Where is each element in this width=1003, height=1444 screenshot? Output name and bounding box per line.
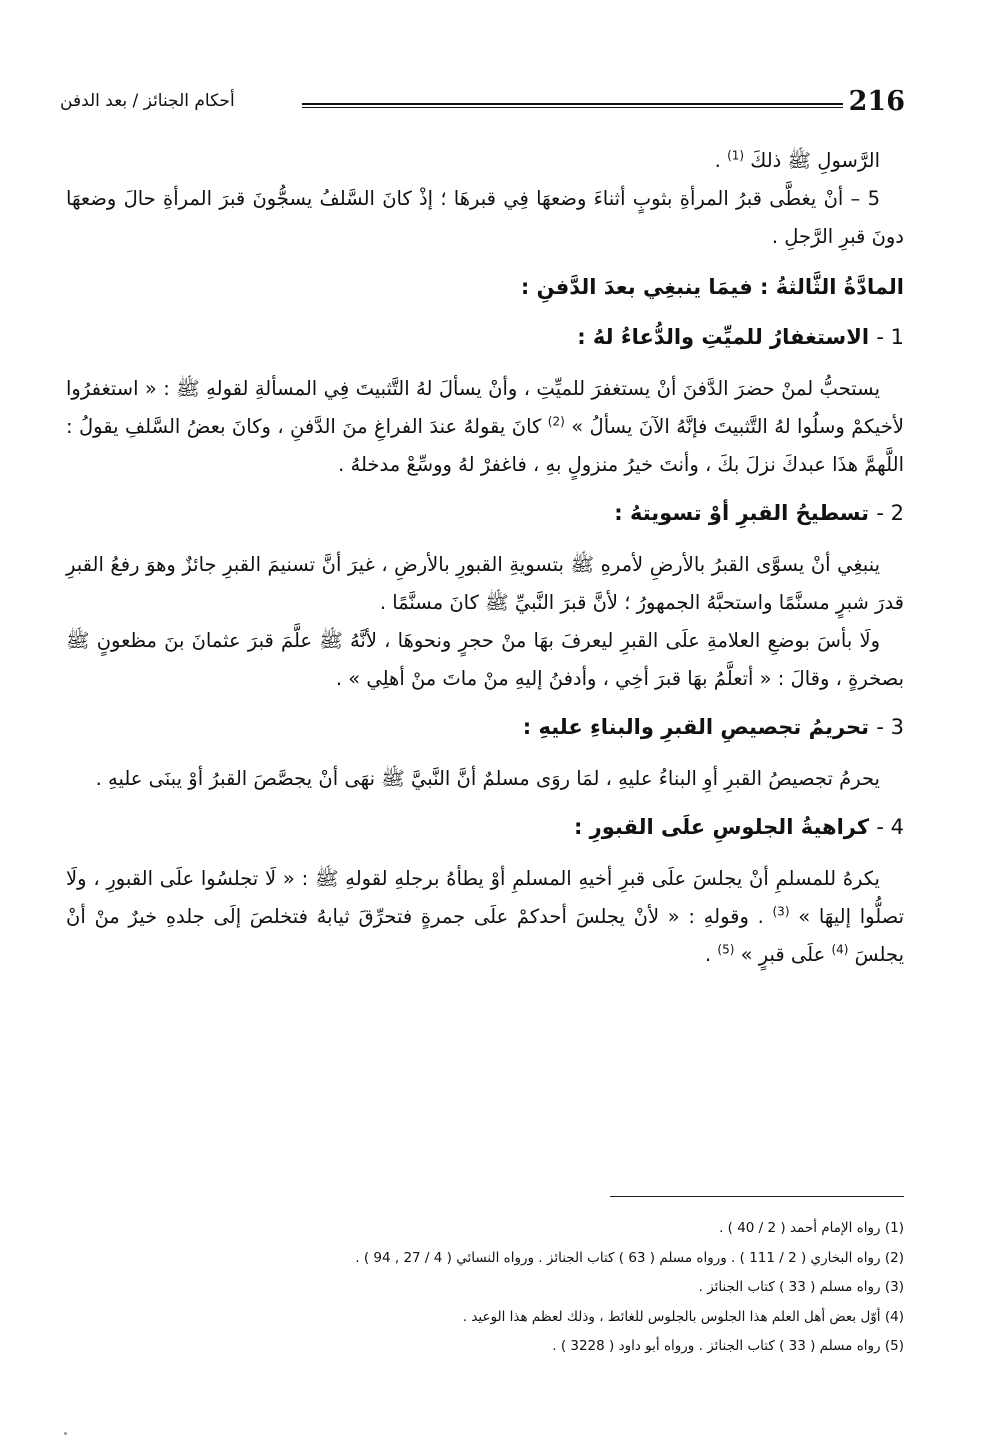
- section-4-heading: [66, 808, 904, 846]
- page-header: [60, 86, 905, 118]
- section-4-paragraph: يكرهُ للمسلمِ أنْ يجلسَ علَى قبرِ أخيهِ المسلمِ أوْ يطأهُ برجلهِ لقولهِ ﷺ : « لَا تجلسُوا علَى القبورِ ، ولَا تصلُّوا إليهَا » $^{(3)}$ . وقولهِ : « لأنْ يجلسَ أحدكمْ علَى جمرةٍ فتحرِّقَ ثيابهُ فتخلصَ إلَى جلدهِ خيرٌ منْ أنْ يجلسَ $^{(4)}$ علَى قبرٍ » $^{(5)}$ .: [66, 867, 904, 966]
- section-3-title: تحريمُ تجصيصِ القبرِ والبناءِ عليهِ :: [522, 715, 870, 739]
- footnote-4: (4) أوّل بعض أهل العلم هذا الجلوس بالجلوس للغائط ، وذلك لعظم هذا الوعيد .: [462, 1308, 904, 1325]
- footnote-ref-5: (5): [717, 942, 735, 957]
- footnote-ref-1: (1): [727, 148, 745, 163]
- footnote-1: (1) رواه الإمام أحمد ( 2 / 40 ) .: [719, 1220, 904, 1236]
- section-1-title: الاستغفارُ للميِّتِ والدُّعاءُ لهُ :: [577, 325, 870, 349]
- footnote-ref-4: (4): [831, 942, 849, 957]
- page-body: [66, 142, 904, 974]
- section-1-number: 1 -: [876, 325, 904, 349]
- section-2-number: 2 -: [876, 501, 904, 525]
- footnotes: [120, 1214, 904, 1362]
- footnote-separator: [610, 1196, 904, 1197]
- section-2-heading: [66, 494, 904, 532]
- footnote-ref-2: (2): [547, 414, 565, 429]
- section-4-number: 4 -: [876, 815, 904, 839]
- header-rule: [302, 103, 843, 108]
- footnote-3: (3) رواه مسلم ( 33 ) كتاب الجنائز .: [698, 1279, 904, 1295]
- section-4-title: كراهيةُ الجلوسِ علَى القبورِ :: [573, 815, 870, 839]
- section-3-number: 3 -: [876, 715, 904, 739]
- section-3-heading: [66, 708, 904, 746]
- footnote-2: (2) رواه البخاري ( 2 / 111 ) . ورواه مسلم ( 63 ) كتاب الجنائز . ورواه النسائي ( 4 / 27 , 94 ) .: [355, 1249, 904, 1266]
- intro-paragraph: الرَّسولِ ﷺ ذلكَ $^{(1)}$ .: [714, 148, 880, 172]
- footnote-ref-3: (3): [772, 904, 790, 919]
- section-3-paragraph: يحرمُ تجصيصُ القبرِ أوِ البناءُ عليهِ ، لمَا روَى مسلمٌ أنَّ النَّبيَّ ﷺ نهَى أنْ يجصَّصَ القبرُ أوْ يبنَى عليهِ .: [95, 767, 880, 790]
- section-1-heading: [66, 318, 904, 356]
- section-1-paragraph: يستحبُّ لمنْ حضرَ الدَّفنَ أنْ يستغفرَ للميِّتِ ، وأنْ يسألَ لهُ التَّثبيتَ فِي المسألةِ لقولهِ ﷺ : « استغفرُوا لأخيكمْ وسلُوا لهُ التَّثبيتَ فإنَّهُ الآنَ يسألُ » $^{(2)}$ كانَ يقولهُ عندَ الفراغِ منَ الدَّفنِ ، وكانَ بعضُ السَّلفِ يقولُ : اللَّهمَّ هذَا عبدكَ نزلَ بكَ ، وأنتَ خيرُ منزولٍ بهِ ، فاغفرْ لهُ ووسِّعْ مدخلهُ .: [66, 377, 904, 476]
- footnote-5: (5) رواه مسلم ( 33 ) كتاب الجنائز . ورواه أبو داود ( 3228 ) .: [552, 1338, 904, 1354]
- point-5-paragraph: 5 – أنْ يغطَّى قبرُ المرأةِ بثوبٍ أثناءَ وضعهَا فِي قبرهَا ؛ إذْ كانَ السَّلفُ يسجُّونَ قبرَ المرأةِ حالَ وضعهَا دونَ قبرِ الرَّجلِ .: [66, 187, 904, 248]
- section-2-paragraph-a: ينبغِي أنْ يسوَّى القبرُ بالأرضِ لأمرهِ ﷺ بتسويةِ القبورِ بالأرضِ ، غيرَ أنَّ تسنيمَ القبرِ جائزٌ وهوَ رفعُ القبرِ قدرَ شبرٍ مسنَّمًا واستحبَّهُ الجمهورُ ؛ لأنَّ قبرَ النَّبيِّ ﷺ كانَ مسنَّمًا .: [66, 553, 904, 614]
- section-2-paragraph-b: ولَا بأسَ بوضعِ العلامةِ علَى القبرِ ليعرفَ بهَا منْ حجرٍ ونحوهَا ، لأنَّهُ ﷺ علَّمَ قبرَ عثمانَ بنَ مظعونٍ ﷺ بصخرةٍ ، وقالَ : « أتعلَّمُ بهَا قبرَ أخِي ، وأدفنُ إليهِ منْ ماتَ منْ أهلِي » .: [66, 629, 904, 690]
- scan-speck: [64, 1432, 67, 1435]
- running-title: أحكام الجنائز / بعد الدفن: [60, 91, 235, 111]
- page-number: 216: [848, 86, 905, 117]
- main-heading: المادَّةُ الثَّالثةُ : فيمَا ينبغِي بعدَ الدَّفنِ :: [520, 275, 904, 299]
- section-2-title: تسطيحُ القبرِ أوْ تسويتهُ :: [614, 501, 870, 525]
